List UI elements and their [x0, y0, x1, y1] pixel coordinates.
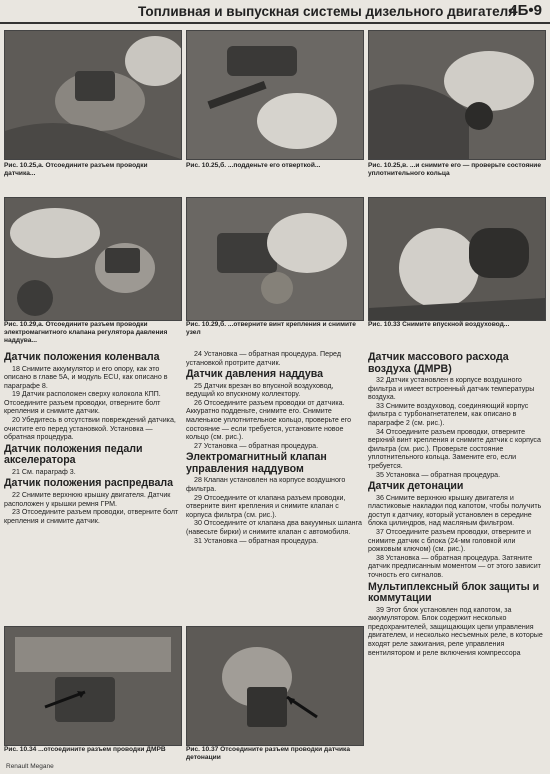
caption-10-37: Рис. 10.37 Отсоедините разъем проводки датчика детонации	[186, 746, 350, 761]
page-title: Топливная и выпускная системы дизельного двигателя	[138, 4, 517, 19]
photo-10-25c	[368, 30, 546, 160]
caption-10-25c: Рис. 10.25,в. ...и снимите его — проверьте состояние уплотнительного кольца	[368, 162, 541, 177]
paragraph-38: 38 Установка — обратная процедура. Затяните датчик предписанным моментом — от этого зависит точность его сигналов.	[368, 553, 541, 579]
paragraph-21: 21 См. параграф 3.	[12, 467, 76, 476]
caption-10-33: Рис. 10.33 Снимите впускной воздуховод...	[368, 321, 510, 328]
paragraph-30: 30 Отсоедините от клапана два вакуумных шланга (навесьте бирки) и снимите клапан с автомобиля.	[186, 519, 362, 536]
photo-10-25a	[4, 30, 182, 160]
page-number: 4Б•9	[509, 2, 542, 19]
paragraph-32: 32 Датчик установлен в корпусе воздушного фильтра и имеет встроенный датчик температуры воздуха.	[368, 376, 535, 402]
photo-10-33	[368, 197, 546, 321]
paragraph-31: 31 Установка — обратная процедура.	[194, 536, 319, 545]
paragraph-37: 37 Отсоедините разъем проводки, отверните и снимите датчик с блока (24-мм головкой или рожковым ключом) (см. рис.).	[368, 528, 532, 554]
paragraph-19: 19 Датчик расположен сверху колокола КПП. Отсоедините разъем проводки, отверните болт крепления и снимите датчик.	[4, 390, 161, 416]
paragraph-25: 25 Датчик врезан во впускной воздуховод, ведущий ко впускному коллектору.	[186, 381, 334, 399]
paragraph-33: 33 Снимите воздуховод, соединяющий корпус фильтра с турбонагнетателем, как описано в параграфе 2 (см. рис.).	[368, 401, 529, 427]
paragraph-22: 22 Снимите верхнюю крышку двигателя. Датчик расположен у крышки ремня ГРМ.	[4, 490, 171, 508]
heading-knock-sensor: Датчик детонации	[368, 480, 464, 493]
heading-crankshaft-sensor: Датчик положения коленвала	[4, 351, 160, 363]
photo-10-29b	[186, 197, 364, 321]
caption-10-25b: Рис. 10.25,б. ...подденьте его отверткой...	[186, 162, 321, 169]
column-3	[368, 350, 546, 657]
paragraph-35: 35 Установка — обратная процедура.	[376, 470, 501, 479]
caption-10-25a: Рис. 10.25,а. Отсоедините разъем проводки датчика...	[4, 162, 148, 177]
paragraph-36: 36 Снимите верхнюю крышку двигателя и пластиковые накладки под капотом, чтобы получить доступ к датчику, который установлен в середине блока цилиндров, над масляным фильтром.	[368, 493, 542, 528]
paragraph-23: 23 Отсоедините разъем проводки, отверните болт крепления и снимите датчик.	[4, 508, 179, 525]
page-header	[0, 0, 550, 24]
paragraph-26: 26 Отсоедините разъем проводки от датчика. Аккуратно подденьте, снимите его. Снимите маленькое уплотнительное кольцо, проверьте его состояние — если требуется, установите новое кольцо (см. рис.).	[186, 398, 352, 442]
paragraph-29: 29 Отсоедините от клапана разъем проводки, отверните винт крепления и снимите клапан с корпуса фильтра (см. рис.).	[186, 493, 346, 519]
column-1	[4, 350, 180, 525]
paragraph-39: 39 Этот блок установлен под капотом, за аккумулятором. Блок содержит несколько предохранителей, защищающих цепи управления двигателем, и несколько несъемных реле, в которые входят реле зажигания, реле управления вентилятором и реле включения компрессора	[368, 605, 543, 657]
heading-accelerator-sensor: Датчик положения педали акселератора	[4, 442, 143, 467]
photo-10-25b	[186, 30, 364, 160]
paragraph-24: 24 Установка — обратная процедура. Перед установкой протрите датчик.	[186, 350, 341, 367]
paragraph-28: 28 Клапан установлен на корпусе воздушного фильтра.	[186, 476, 346, 494]
heading-maf-sensor: Датчик массового расхода воздуха (ДМРВ)	[368, 351, 509, 375]
caption-10-29a: Рис. 10.29,а. Отсоедините разъем проводки электромагнитного клапана регулятора давления наддува...	[4, 321, 168, 344]
paragraph-18: 18 Снимите аккумулятор и его опору, как это описано в главе 5А, и модуль ECU, как описано в параграфе 8.	[4, 364, 168, 390]
heading-multiplex-unit: Мультиплексный блок защиты и коммутации	[368, 580, 540, 605]
footer-book-title: Renault Megane	[6, 763, 54, 770]
paragraph-27: 27 Установка — обратная процедура.	[194, 441, 319, 450]
paragraph-20: 20 Убедитесь в отсутствии повреждений датчика, очистите его перед установкой. Установка — обратная процедура.	[4, 416, 176, 442]
column-2	[186, 350, 362, 545]
heading-boost-pressure-sensor: Датчик давления наддува	[186, 368, 324, 381]
caption-10-29b: Рис. 10.29,б. ...отверните винт крепления и снимите узел	[186, 321, 356, 336]
heading-boost-valve: Электромагнитный клапан управления наддувом	[186, 451, 327, 475]
photo-10-34	[4, 626, 182, 746]
caption-10-34: Рис. 10.34 ...отсоедините разъем проводки ДМРВ	[4, 746, 166, 753]
photo-10-29a	[4, 197, 182, 321]
heading-camshaft-sensor: Датчик положения распредвала	[4, 477, 173, 490]
paragraph-34: 34 Отсоедините разъем проводки, отверните верхний винт крепления и снимите датчик с корпуса фильтра (см. рис.). Проверьте состояние уплотнительного кольца. Замените его, если требуется.	[368, 427, 541, 470]
photo-10-37	[186, 626, 364, 746]
